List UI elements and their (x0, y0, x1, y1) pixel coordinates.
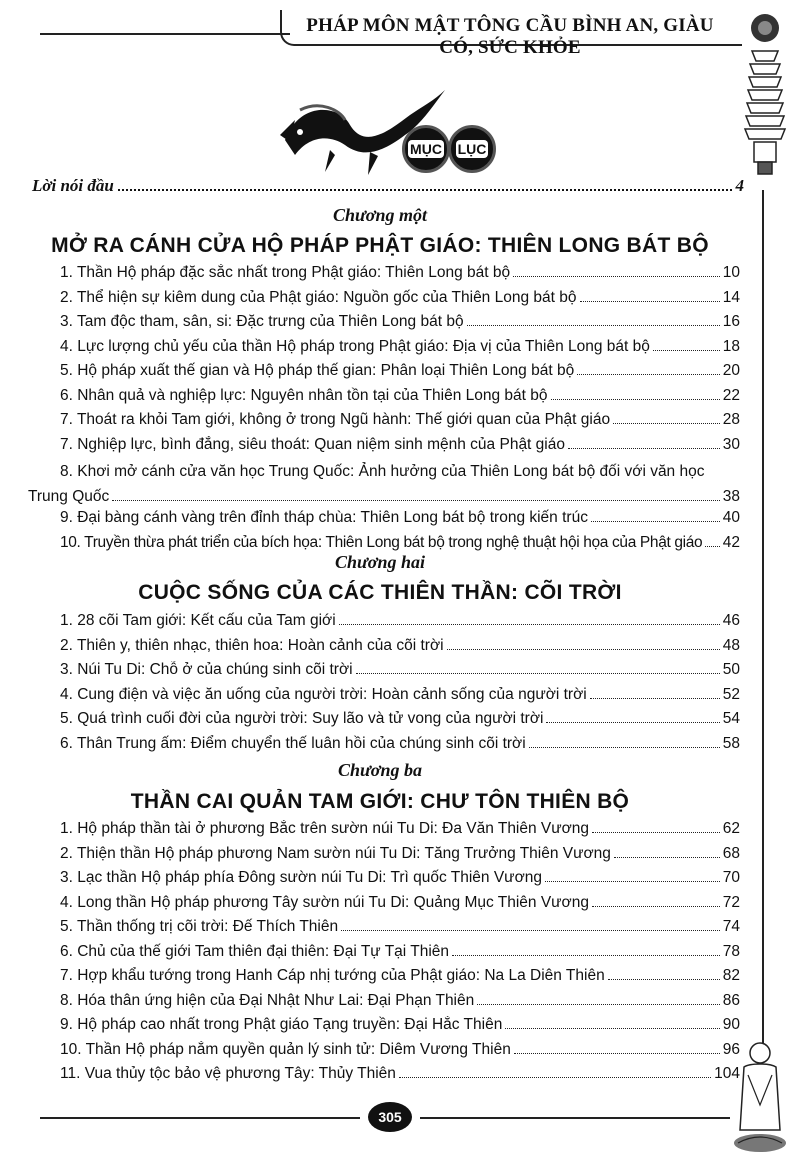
entry-page: 54 (722, 710, 740, 727)
entry-title: 3. Tam độc tham, sân, si: Đặc trưng của Thiên Long bát bộ (60, 313, 464, 330)
dot-leader (591, 521, 720, 522)
margin-rule (762, 190, 764, 1050)
dot-leader (447, 649, 720, 650)
toc-entry (60, 686, 740, 711)
toc-entry (60, 313, 740, 338)
dot-leader (568, 448, 720, 449)
toc-entry (60, 509, 740, 534)
entry-title: 1. Hộ pháp thần tài ở phương Bắc trên sườn núi Tu Di: Đa Văn Thiên Vương (60, 820, 590, 837)
intro-page: 4 (735, 176, 744, 195)
entry-page: 22 (722, 386, 740, 404)
dot-leader (452, 955, 720, 956)
monk-illustration (730, 1035, 790, 1155)
entry-page: 70 (722, 869, 740, 886)
chapter-label: Chương một (333, 205, 427, 225)
entry-page: 28 (722, 411, 740, 428)
entry-page: 16 (722, 313, 740, 330)
chapter-title: MỞ RA CÁNH CỬA HỘ PHÁP PHẬT GIÁO: THIÊN LONG BÁT BỘ (51, 234, 709, 257)
toc-entry (60, 338, 740, 363)
entry-page: 52 (722, 685, 740, 703)
entry-page: 50 (722, 661, 740, 678)
entry-page: 68 (722, 844, 740, 862)
intro-label: Lời nói đầu (32, 176, 114, 195)
toc-entry (60, 387, 740, 412)
entry-page: 38 (722, 487, 740, 505)
dot-leader (356, 673, 720, 674)
toc-entry (60, 918, 740, 943)
entry-title: 5. Hộ pháp xuất thế gian và Hộ pháp thế gian: Phân loại Thiên Long bát bộ (60, 362, 575, 379)
entry-title: 11. Vua thủy tộc bảo vệ phương Tây: Thủy Thiên (60, 1065, 396, 1082)
entry-page: 96 (722, 1040, 740, 1058)
entry-title: 5. Quá trình cuối đời của người trời: Suy lão và tử vong của người trời (60, 710, 544, 727)
page-number: 305 (368, 1102, 412, 1132)
dot-leader (529, 747, 720, 748)
dot-leader (339, 624, 720, 625)
muc-label: MỤC (410, 141, 442, 157)
running-header: PHÁP MÔN MẬT TÔNG CẦU BÌNH AN, GIÀU CÓ, SỨC KHỎE (306, 15, 714, 58)
entry-page: 82 (722, 967, 740, 984)
dot-leader (399, 1077, 711, 1078)
toc-entry (60, 820, 740, 845)
toc-entry (60, 1065, 740, 1090)
toc-entry (60, 1041, 740, 1066)
entry-page: 74 (722, 918, 740, 935)
dot-leader (477, 1004, 720, 1005)
entry-title: 3. Lạc thần Hộ pháp phía Đông sườn núi Tu Di: Trì quốc Thiên Vương (60, 869, 542, 886)
entry-page: 42 (722, 533, 740, 551)
entry-title: 9. Đại bàng cánh vàng trên đỉnh tháp chùa: Thiên Long bát bộ trong kiến trúc (60, 509, 588, 526)
chapter-1-entries (28, 264, 740, 558)
dot-leader (580, 301, 720, 302)
entry-title: 6. Nhân quả và nghiệp lực: Nguyên nhân tồn tại của Thiên Long bát bộ (60, 386, 548, 404)
toc-entry (60, 967, 740, 992)
toc-entry (60, 943, 740, 968)
footer-rule-right (420, 1117, 730, 1119)
dot-leader (467, 325, 720, 326)
toc-entry (60, 661, 740, 686)
entry-title: 10. Truyền thừa phát triển của bích họa: Thiên Long bát bộ trong nghệ thuật hội họa của Phật giáo (60, 533, 703, 551)
dot-leader (118, 189, 732, 191)
entry-page: 10 (722, 264, 740, 281)
entry-page: 86 (722, 991, 740, 1009)
toc-entry (60, 710, 740, 735)
entry-page: 20 (722, 362, 740, 379)
dot-leader (613, 423, 720, 424)
entry-title: 7. Hợp khẩu tướng trong Hanh Cáp nhị tướng của Phật giáo: Na La Diên Thiên (60, 967, 605, 984)
entry-title: 2. Thể hiện sự kiêm dung của Phật giáo: Nguồn gốc của Thiên Long bát bộ (60, 288, 577, 306)
toc-entry (60, 289, 740, 314)
toc-entry (60, 845, 740, 870)
entry-continuation (28, 485, 740, 510)
entry-page: 90 (722, 1016, 740, 1033)
entry-title-cont: Trung Quốc (28, 487, 110, 505)
entry-title: 7. Nghiệp lực, bình đẳng, siêu thoát: Quan niệm sinh mệnh của Phật giáo (60, 435, 565, 453)
entry-title: 4. Long thần Hộ pháp phương Tây sườn núi Tu Di: Quảng Mục Thiên Vương (60, 893, 589, 911)
entry-title: 6. Chủ của thế giới Tam thiên đại thiên: Đại Tự Tại Thiên (60, 942, 450, 960)
entry-title: 8. Hóa thân ứng hiện của Đại Nhật Như Lai: Đại Phạn Thiên (60, 991, 475, 1009)
toc-entry (60, 612, 740, 637)
dot-leader (614, 857, 720, 858)
entry-title: 2. Thiên y, thiên nhạc, thiên hoa: Hoàn cảnh của cõi trời (60, 636, 444, 654)
dot-leader (653, 350, 720, 351)
dot-leader (545, 881, 720, 882)
dot-leader (705, 546, 719, 547)
dot-leader (513, 276, 720, 277)
entry-page: 46 (722, 612, 740, 629)
dot-leader (341, 930, 720, 931)
entry-page: 18 (722, 337, 740, 355)
entry-title: 8. Khơi mở cánh cửa văn học Trung Quốc: Ảnh hưởng của Thiên Long bát bộ đối với văn học (60, 463, 705, 480)
dot-leader (577, 374, 720, 375)
entry-page: 62 (722, 820, 740, 837)
toc-entry (60, 411, 740, 436)
entry-page: 58 (722, 734, 740, 752)
entry-title: 4. Lực lượng chủ yếu của thần Hộ pháp trong Phật giáo: Địa vị của Thiên Long bát bộ (60, 337, 650, 355)
toc-entry (60, 992, 740, 1017)
entry-title: 5. Thần thống trị cõi trời: Đế Thích Thiên (60, 918, 339, 935)
dot-leader (514, 1053, 720, 1054)
intro-entry (32, 176, 744, 196)
luc-badge (448, 125, 496, 173)
entry-title: 4. Cung điện và việc ăn uống của người trời: Hoàn cảnh sống của người trời (60, 685, 587, 703)
entry-title: 3. Núi Tu Di: Chỗ ở của chúng sinh cõi trời (60, 661, 353, 678)
dot-leader (551, 399, 720, 400)
muc-badge (402, 125, 450, 173)
entry-title: 9. Hộ pháp cao nhất trong Phật giáo Tạng truyền: Đại Hắc Thiên (60, 1016, 503, 1033)
entry-title: 10. Thần Hộ pháp nắm quyền quản lý sinh tử: Diêm Vương Thiên (60, 1040, 511, 1058)
entry-title: 2. Thiện thần Hộ pháp phương Nam sườn núi Tu Di: Tăng Trưởng Thiên Vương (60, 844, 611, 862)
toc-entry (60, 735, 740, 760)
entry-title: 1. 28 cõi Tam giới: Kết cấu của Tam giới (60, 612, 336, 629)
entry-title: 6. Thân Trung ấm: Điểm chuyển thế luân hồi của chúng sinh cõi trời (60, 734, 526, 752)
toc-entry (60, 436, 740, 461)
toc-entry (60, 264, 740, 289)
entry-page: 104 (714, 1065, 740, 1082)
footer-rule-left (40, 1117, 360, 1119)
chapter-title: THẦN CAI QUẢN TAM GIỚI: CHƯ TÔN THIÊN BỘ (130, 790, 630, 813)
entry-page: 72 (722, 893, 740, 911)
dot-leader (546, 722, 719, 723)
entry-page: 40 (722, 509, 740, 526)
toc-entry (60, 869, 740, 894)
entry-page: 48 (722, 636, 740, 654)
toc-entry (60, 894, 740, 919)
chapter-label: Chương ba (338, 760, 422, 780)
chapter-3-entries (60, 820, 740, 1090)
toc-entry (60, 362, 740, 387)
chapter-label: Chương hai (335, 552, 425, 572)
toc-entry (60, 1016, 740, 1041)
header-rule (40, 33, 290, 35)
dot-leader (592, 906, 720, 907)
chapter-title: CUỘC SỐNG CỦA CÁC THIÊN THẦN: CÕI TRỜI (138, 581, 622, 604)
toc-entry (60, 637, 740, 662)
entry-title: 1. Thần Hộ pháp đặc sắc nhất trong Phật giáo: Thiên Long bát bộ (60, 264, 511, 281)
entry-page: 30 (722, 435, 740, 453)
toc-entry (28, 460, 740, 509)
dot-leader (592, 832, 720, 833)
dot-leader (590, 698, 720, 699)
pagoda-illustration (740, 6, 790, 176)
dot-leader (112, 500, 719, 501)
dot-leader (505, 1028, 719, 1029)
chapter-2-entries (60, 612, 740, 759)
entry-title: 7. Thoát ra khỏi Tam giới, không ở trong Ngũ hành: Thế giới quan của Phật giáo (60, 411, 611, 428)
dot-leader (608, 979, 720, 980)
entry-page: 14 (722, 288, 740, 306)
luc-label: LỤC (457, 141, 487, 157)
entry-page: 78 (722, 942, 740, 960)
